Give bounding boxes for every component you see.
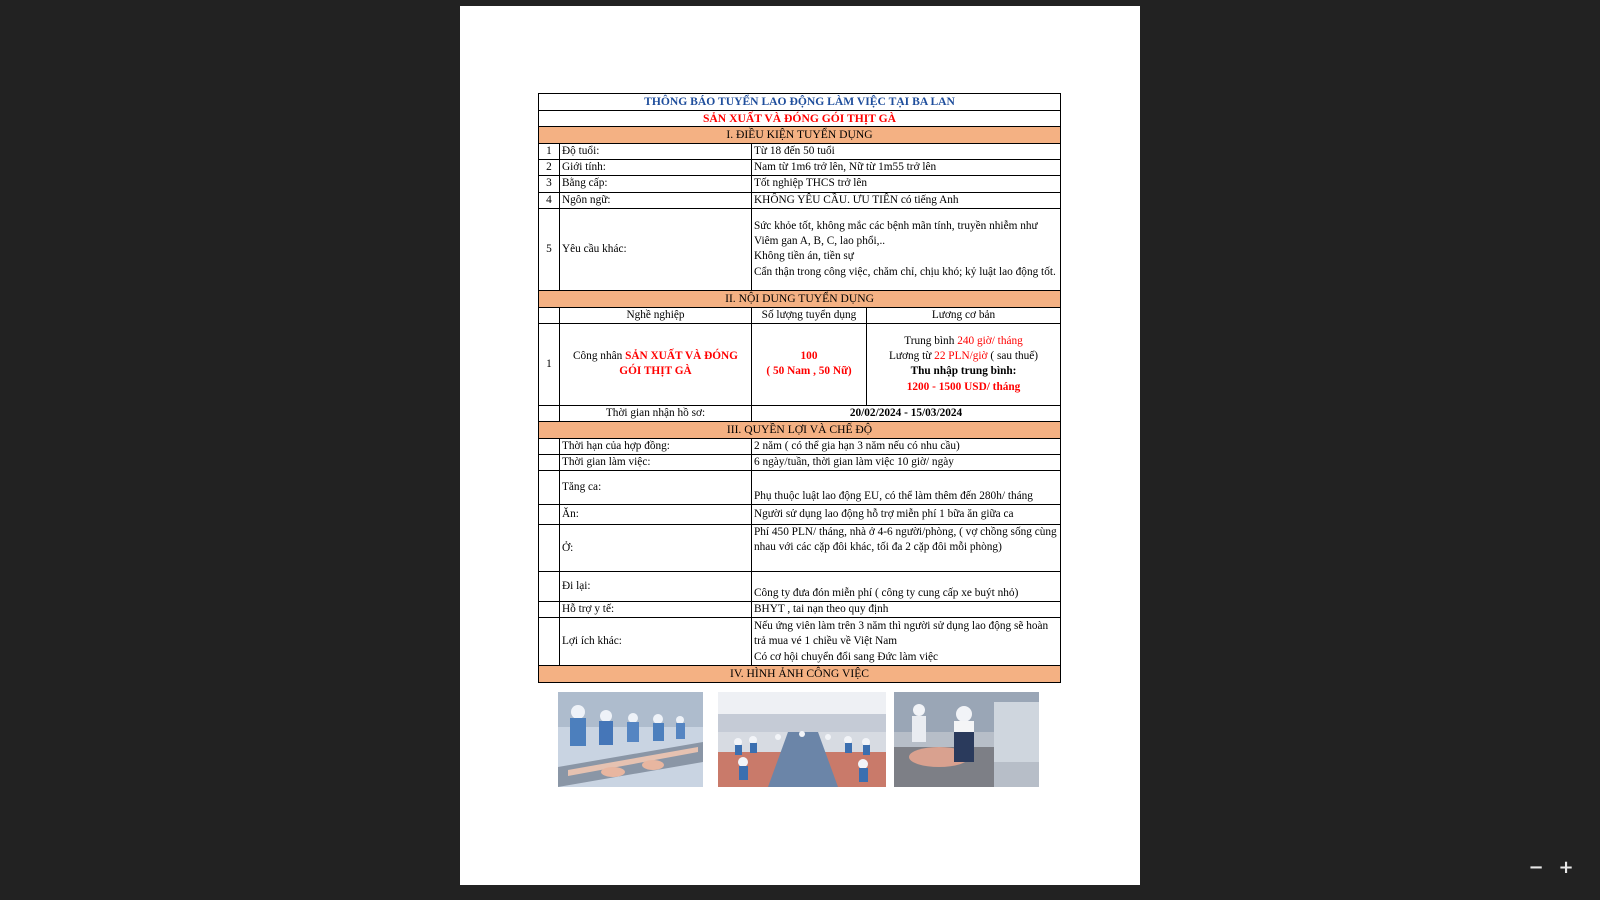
table-row xyxy=(539,525,1061,572)
requirement-health: Sức khỏe tốt, không mắc các bệnh mãn tính, truyền nhiễm như Viêm gan A, B, C, lao phổi,.. xyxy=(754,219,1038,248)
row-number: 1 xyxy=(539,323,560,405)
photo-meat-processing xyxy=(894,692,1039,787)
benefit-germany: Có cơ hội chuyển đổi sang Đức làm việc xyxy=(754,650,939,663)
row-label: Độ tuổi: xyxy=(560,143,752,159)
row-value: Người sử dụng lao động hỗ trợ miễn phí 1 bữa ăn giữa ca xyxy=(752,505,1061,525)
document-subtitle: SẢN XUẤT VÀ ĐÓNG GÓI THỊT GÀ xyxy=(539,110,1061,127)
table-row xyxy=(539,176,1061,192)
row-label: Tăng ca: xyxy=(560,471,752,505)
row-value: KHÔNG YÊU CẦU. ƯU TIÊN có tiếng Anh xyxy=(752,192,1061,208)
requirement-discipline: Cẩn thận trong công việc, chăm chỉ, chịu khó; kỷ luật lao động tốt. xyxy=(754,265,1056,278)
row-number: 4 xyxy=(539,192,560,208)
job-quantity xyxy=(752,323,867,405)
salary-average xyxy=(869,334,1058,349)
row-label: Giới tính: xyxy=(560,160,752,176)
row-label: Lợi ích khác: xyxy=(560,618,752,666)
work-photos xyxy=(558,692,1078,787)
row-value: 6 ngày/tuần, thời gian làm việc 10 giờ/ ngày xyxy=(752,454,1061,470)
column-header-salary: Lương cơ bản xyxy=(867,307,1061,323)
benefit-ticket: Nếu ứng viên làm trên 3 năm thì người sử dụng lao động sẽ hoàn trả mua vé 1 chiều về Việt Nam xyxy=(754,620,1049,648)
salary-rate-suffix: ( sau thuế) xyxy=(987,350,1039,363)
quantity-split: ( 50 Nam , 50 Nữ) xyxy=(766,365,852,378)
deadline-label: Thời gian nhận hồ sơ: xyxy=(560,405,752,421)
table-row xyxy=(539,438,1061,454)
row-label: Yêu cầu khác: xyxy=(560,208,752,290)
table-row xyxy=(539,618,1061,666)
job-prefix: Công nhân xyxy=(573,350,626,363)
row-label: Ở: xyxy=(560,525,752,572)
row-value: BHYT , tai nạn theo quy định xyxy=(752,602,1061,618)
empty-cell xyxy=(539,471,560,505)
zoom-out-button[interactable] xyxy=(1526,858,1546,878)
salary-rate xyxy=(869,349,1058,364)
row-label: Thời hạn của hợp đồng: xyxy=(560,438,752,454)
table-row xyxy=(539,160,1061,176)
row-value xyxy=(752,618,1061,666)
section-heading-content: II. NỘI DUNG TUYỂN DỤNG xyxy=(539,290,1061,307)
row-value xyxy=(752,208,1061,290)
row-value: 2 năm ( có thể gia hạn 3 năm nếu có nhu cầu) xyxy=(752,438,1061,454)
income-label: Thu nhập trung bình: xyxy=(910,365,1017,378)
empty-cell xyxy=(539,505,560,525)
job-title xyxy=(560,323,752,405)
salary-rate-value: 22 PLN/giờ xyxy=(934,350,988,363)
table-row xyxy=(539,471,1061,505)
job-name: SẢN XUẤT VÀ ĐÓNG GÓI THỊT GÀ xyxy=(619,350,738,378)
table-row xyxy=(539,505,1061,525)
section-heading-photos: IV. HÌNH ẢNH CÔNG VIỆC xyxy=(539,666,1061,683)
deadline-value: 20/02/2024 - 15/03/2024 xyxy=(752,405,1061,421)
job-row xyxy=(539,323,1061,405)
quantity-value: 100 xyxy=(800,350,818,363)
document-title: THÔNG BÁO TUYỂN LAO ĐỘNG LÀM VIỆC TẠI BA LAN xyxy=(539,94,1061,111)
row-number: 1 xyxy=(539,143,560,159)
salary-average-prefix: Trung bình xyxy=(904,334,958,347)
empty-cell xyxy=(539,618,560,666)
salary-average-value: 240 giờ/ tháng xyxy=(957,334,1023,347)
row-label: Ăn: xyxy=(560,505,752,525)
section-heading-conditions: I. ĐIỀU KIỆN TUYỂN DỤNG xyxy=(539,127,1061,144)
row-number: 2 xyxy=(539,160,560,176)
requirement-record: Không tiền án, tiền sự xyxy=(754,250,854,263)
photo-conveyor-line xyxy=(558,692,703,787)
row-value: Phụ thuộc luật lao động EU, có thể làm thêm đến 280h/ tháng xyxy=(752,471,1061,505)
row-label: Ngôn ngữ: xyxy=(560,192,752,208)
plus-icon: + xyxy=(1558,857,1574,878)
empty-cell xyxy=(539,525,560,572)
table-row xyxy=(539,192,1061,208)
row-label: Bằng cấp: xyxy=(560,176,752,192)
zoom-in-button[interactable] xyxy=(1556,858,1576,878)
table-row xyxy=(539,143,1061,159)
table-row xyxy=(539,572,1061,602)
empty-cell xyxy=(539,438,560,454)
minus-icon: − xyxy=(1528,857,1544,878)
column-header-quantity: Số lượng tuyển dụng xyxy=(752,307,867,323)
empty-cell xyxy=(539,405,560,421)
row-value: Phí 450 PLN/ tháng, nhà ở 4-6 người/phòng, ( vợ chồng sống cùng nhau với các cặp đôi khác, tối đa 2 cặp đôi mỗi phòng) xyxy=(752,525,1061,572)
table-row xyxy=(539,454,1061,470)
row-value: Tốt nghiệp THCS trở lên xyxy=(752,176,1061,192)
recruitment-table xyxy=(538,93,1061,683)
empty-cell xyxy=(539,307,560,323)
income-value: 1200 - 1500 USD/ tháng xyxy=(906,380,1021,393)
document-page xyxy=(460,6,1140,885)
row-number: 5 xyxy=(539,208,560,290)
row-label: Thời gian làm việc: xyxy=(560,454,752,470)
empty-cell xyxy=(539,602,560,618)
photo-factory-floor xyxy=(718,692,886,787)
column-header-job: Nghề nghiệp xyxy=(560,307,752,323)
section-heading-benefits: III. QUYỀN LỢI VÀ CHẾ ĐỘ xyxy=(539,422,1061,439)
salary-rate-prefix: Lương từ xyxy=(888,350,935,363)
row-value: Công ty đưa đón miễn phí ( công ty cung cấp xe buýt nhỏ) xyxy=(752,572,1061,602)
row-value: Từ 18 đến 50 tuổi xyxy=(752,143,1061,159)
table-row xyxy=(539,208,1061,290)
table-row xyxy=(539,602,1061,618)
row-label: Đi lại: xyxy=(560,572,752,602)
row-number: 3 xyxy=(539,176,560,192)
empty-cell xyxy=(539,572,560,602)
row-value: Nam từ 1m6 trở lên, Nữ từ 1m55 trở lên xyxy=(752,160,1061,176)
row-label: Hỗ trợ y tế: xyxy=(560,602,752,618)
job-salary xyxy=(867,323,1061,405)
empty-cell xyxy=(539,454,560,470)
